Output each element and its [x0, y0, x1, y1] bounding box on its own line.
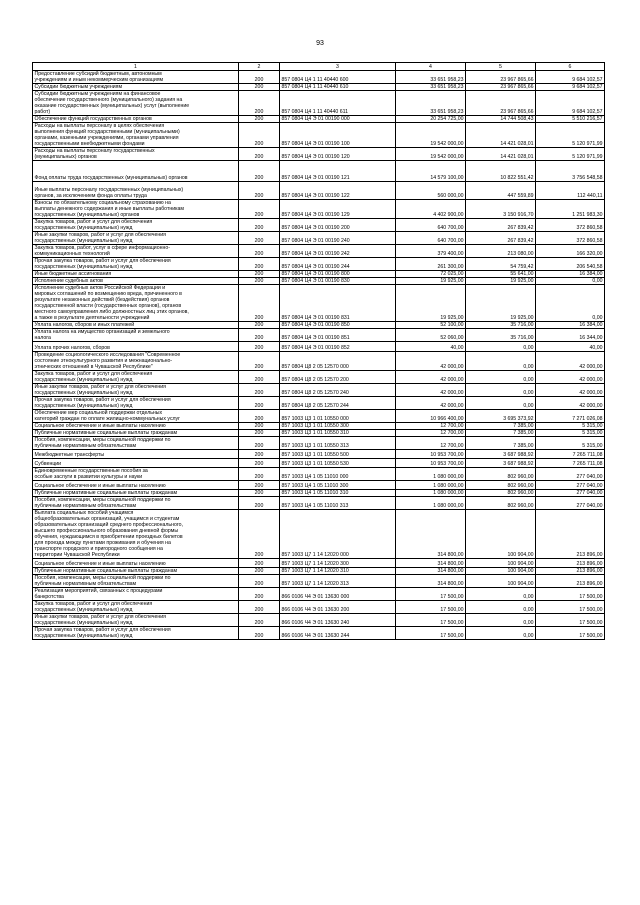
row-unexecuted-amount: 42 000,00: [536, 352, 605, 371]
row-approved-amount: 17 500,00: [396, 588, 466, 601]
table-row: [33, 510, 605, 559]
table-header-row: [33, 63, 605, 71]
column-header: 1: [33, 63, 239, 71]
row-executed-amount: 19 925,00: [466, 285, 536, 322]
row-code-line: 200: [239, 258, 280, 271]
table-row: [33, 575, 605, 588]
row-executed-amount: 100 904,00: [466, 559, 536, 568]
row-name: Публичные нормативные социальные выплаты гражданам: [33, 490, 239, 497]
row-code-line: 200: [239, 71, 280, 84]
row-name: Исполнение судебных актов: [33, 278, 239, 285]
table-row: [33, 410, 605, 423]
row-classification-code: 866 0106 Ч4 Э 01 13630 240: [280, 614, 396, 627]
row-unexecuted-amount: 7 265 711,08: [536, 450, 605, 459]
row-executed-amount: 3 695 373,92: [466, 410, 536, 423]
row-unexecuted-amount: 9 684 102,57: [536, 91, 605, 116]
row-classification-code: 857 1003 Ц4 1 05 11010 000: [280, 468, 396, 481]
table-row: [33, 371, 605, 384]
row-code-line: 200: [239, 352, 280, 371]
row-approved-amount: 640 700,00: [396, 232, 466, 245]
row-code-line: 200: [239, 123, 280, 148]
row-executed-amount: 447 559,89: [466, 182, 536, 200]
row-approved-amount: 560 000,00: [396, 182, 466, 200]
row-name: Субвенции: [33, 459, 239, 468]
row-code-line: 200: [239, 232, 280, 245]
row-approved-amount: 33 651 958,23: [396, 91, 466, 116]
row-approved-amount: 72 025,00: [396, 271, 466, 278]
row-code-line: 200: [239, 497, 280, 510]
row-executed-amount: 7 385,00: [466, 430, 536, 437]
table-row: [33, 200, 605, 219]
row-executed-amount: 54 759,42: [466, 258, 536, 271]
row-code-line: 200: [239, 371, 280, 384]
row-approved-amount: 379 400,00: [396, 245, 466, 258]
table-row: [33, 352, 605, 371]
row-code-line: 200: [239, 627, 280, 640]
table-row: [33, 91, 605, 116]
table-row: [33, 322, 605, 329]
table-row: [33, 430, 605, 437]
row-name: Межбюджетные трансферты: [33, 450, 239, 459]
row-unexecuted-amount: 40,00: [536, 342, 605, 352]
table-row: [33, 497, 605, 510]
row-unexecuted-amount: 5 315,00: [536, 430, 605, 437]
row-unexecuted-amount: 7 271 026,08: [536, 410, 605, 423]
row-name: Закупка товаров, работ и услуг для обеспечения государственных (муниципальных) нужд: [33, 371, 239, 384]
row-approved-amount: 314 800,00: [396, 575, 466, 588]
row-code-line: 200: [239, 423, 280, 430]
row-unexecuted-amount: 372 860,58: [536, 219, 605, 232]
row-executed-amount: 213 080,00: [466, 245, 536, 258]
page-number: 93: [316, 40, 324, 47]
row-approved-amount: 4 402 900,00: [396, 200, 466, 219]
row-code-line: 200: [239, 410, 280, 423]
row-code-line: 200: [239, 397, 280, 410]
row-name: Социальное обеспечение и иные выплаты населению: [33, 423, 239, 430]
row-approved-amount: 33 651 958,23: [396, 84, 466, 91]
row-code-line: 200: [239, 219, 280, 232]
row-approved-amount: 1 080 000,00: [396, 490, 466, 497]
row-name: Пособия, компенсации, меры социальной поддержки по публичным нормативным обязательствам: [33, 575, 239, 588]
row-classification-code: 866 0106 Ч4 Э 01 13630 200: [280, 601, 396, 614]
row-classification-code: 857 0804 Ц4 Э 01 00190 120: [280, 148, 396, 161]
row-code-line: 200: [239, 384, 280, 397]
row-executed-amount: 23 967 865,66: [466, 91, 536, 116]
row-unexecuted-amount: 1 251 983,30: [536, 200, 605, 219]
row-name: Закупка товаров, работ и услуг для обеспечения государственных (муниципальных) нужд: [33, 219, 239, 232]
row-unexecuted-amount: 17 500,00: [536, 627, 605, 640]
row-name: Публичные нормативные социальные выплаты гражданам: [33, 568, 239, 575]
row-name: Предоставление субсидий бюджетным, автономным учреждениям и иным некоммерческим организациям: [33, 71, 239, 84]
table-row: [33, 232, 605, 245]
table-row: [33, 285, 605, 322]
row-unexecuted-amount: 16 384,00: [536, 271, 605, 278]
row-code-line: 200: [239, 490, 280, 497]
row-name: Социальное обеспечение и иные выплаты населению: [33, 559, 239, 568]
row-name: Уплата прочих налогов, сборов: [33, 342, 239, 352]
row-approved-amount: 20 254 725,00: [396, 116, 466, 123]
row-executed-amount: 14 744 508,43: [466, 116, 536, 123]
table-row: [33, 342, 605, 352]
table-row: [33, 219, 605, 232]
table-row: [33, 559, 605, 568]
table-row: [33, 123, 605, 148]
row-approved-amount: 19 925,00: [396, 278, 466, 285]
row-executed-amount: 10 822 551,42: [466, 161, 536, 182]
row-approved-amount: 10 953 700,00: [396, 450, 466, 459]
row-executed-amount: 100 904,00: [466, 568, 536, 575]
row-name: Фонд оплаты труда государственных (муниципальных) органов: [33, 161, 239, 182]
row-code-line: 200: [239, 329, 280, 342]
row-executed-amount: 55 641,00: [466, 271, 536, 278]
row-classification-code: 857 0804 Ц8 2 05 12570 240: [280, 384, 396, 397]
row-name: Единовременные государственные пособия за особые заслуги в развитии культуры и науки: [33, 468, 239, 481]
row-code-line: 200: [239, 575, 280, 588]
row-executed-amount: 23 967 865,66: [466, 71, 536, 84]
row-code-line: 200: [239, 285, 280, 322]
row-classification-code: 857 0804 Ц4 Э 01 00190 000: [280, 116, 396, 123]
row-unexecuted-amount: 17 500,00: [536, 614, 605, 627]
row-unexecuted-amount: 9 684 102,57: [536, 71, 605, 84]
row-approved-amount: 261 300,00: [396, 258, 466, 271]
row-approved-amount: 42 000,00: [396, 371, 466, 384]
row-executed-amount: 100 904,00: [466, 575, 536, 588]
row-executed-amount: 0,00: [466, 342, 536, 352]
row-approved-amount: 40,00: [396, 342, 466, 352]
table-row: [33, 397, 605, 410]
row-name: Иные выплаты персоналу государственных (муниципальных) органов, за исключением фонда оплаты труда: [33, 182, 239, 200]
row-unexecuted-amount: 5 315,00: [536, 437, 605, 450]
row-classification-code: 857 0804 Ц8 2 05 12570 200: [280, 371, 396, 384]
table-row: [33, 84, 605, 91]
row-executed-amount: 0,00: [466, 371, 536, 384]
row-executed-amount: 802 960,00: [466, 468, 536, 481]
row-name: Выплата социальных пособий учащимся общеобразовательных организаций, учащимся и студентам образовательных организаций среднего профессионального, высшего профессионального образования дневной формы обучения, нуждающимся в приобретении проездных билетов для проезда между пунктами проживания и обучения на транспорте городского и пригородного сообщения на территории Чувашской Республики: [33, 510, 239, 559]
row-code-line: 200: [239, 271, 280, 278]
table-row: [33, 182, 605, 200]
row-classification-code: 857 0804 Ц4 Э 01 00190 851: [280, 329, 396, 342]
row-unexecuted-amount: 7 265 711,08: [536, 459, 605, 468]
row-code-line: 200: [239, 601, 280, 614]
row-classification-code: 857 0804 Ц4 Э 01 00190 129: [280, 200, 396, 219]
row-name: Прочая закупка товаров, работ и услуг для обеспечения государственных (муниципальных) нужд: [33, 397, 239, 410]
column-header: 3: [280, 63, 396, 71]
table-row: [33, 71, 605, 84]
row-unexecuted-amount: 213 896,00: [536, 559, 605, 568]
row-unexecuted-amount: 213 896,00: [536, 510, 605, 559]
row-classification-code: 857 0804 Ц4 Э 01 00190 800: [280, 271, 396, 278]
row-approved-amount: 17 500,00: [396, 627, 466, 640]
row-classification-code: 866 0106 Ч4 Э 01 13630 244: [280, 627, 396, 640]
row-unexecuted-amount: 5 120 971,99: [536, 148, 605, 161]
row-executed-amount: 0,00: [466, 352, 536, 371]
row-approved-amount: 314 800,00: [396, 559, 466, 568]
row-executed-amount: 14 421 028,01: [466, 148, 536, 161]
row-executed-amount: 3 687 988,92: [466, 450, 536, 459]
row-name: Пособия, компенсации, меры социальной поддержки по публичным нормативным обязательствам: [33, 437, 239, 450]
row-unexecuted-amount: 5 315,00: [536, 423, 605, 430]
row-classification-code: 857 0804 Ц4 Э 01 00190 122: [280, 182, 396, 200]
row-executed-amount: 0,00: [466, 627, 536, 640]
row-unexecuted-amount: 0,00: [536, 285, 605, 322]
row-name: Иные бюджетные ассигнования: [33, 271, 239, 278]
row-executed-amount: 0,00: [466, 588, 536, 601]
row-approved-amount: 314 800,00: [396, 510, 466, 559]
budget-table: [32, 62, 605, 640]
row-unexecuted-amount: 277 040,00: [536, 490, 605, 497]
row-classification-code: 857 1003 Ц3 1 01 10550 310: [280, 430, 396, 437]
row-code-line: 200: [239, 430, 280, 437]
table-row: [33, 116, 605, 123]
row-code-line: 200: [239, 84, 280, 91]
row-executed-amount: 267 839,42: [466, 219, 536, 232]
row-code-line: 200: [239, 559, 280, 568]
row-name: Иные закупки товаров, работ и услуг для обеспечения государственных (муниципальных) нужд: [33, 614, 239, 627]
row-code-line: 200: [239, 278, 280, 285]
row-code-line: 200: [239, 481, 280, 490]
row-approved-amount: 12 700,00: [396, 430, 466, 437]
row-approved-amount: 52 060,00: [396, 329, 466, 342]
row-code-line: 200: [239, 182, 280, 200]
row-unexecuted-amount: 9 684 102,57: [536, 84, 605, 91]
row-executed-amount: 7 385,00: [466, 423, 536, 430]
row-unexecuted-amount: 17 500,00: [536, 601, 605, 614]
row-name: Закупка товаров, работ и услуг для обеспечения государственных (муниципальных) нужд: [33, 601, 239, 614]
row-classification-code: 857 0804 Ц8 2 05 12570 000: [280, 352, 396, 371]
table-row: [33, 601, 605, 614]
row-unexecuted-amount: 206 540,58: [536, 258, 605, 271]
row-unexecuted-amount: 42 000,00: [536, 371, 605, 384]
row-approved-amount: 17 500,00: [396, 614, 466, 627]
row-unexecuted-amount: 213 896,00: [536, 575, 605, 588]
row-approved-amount: 42 000,00: [396, 352, 466, 371]
row-name: Субсидии бюджетным учреждениям: [33, 84, 239, 91]
row-approved-amount: 1 080 000,00: [396, 481, 466, 490]
row-classification-code: 857 0804 Ц4 Э 01 00190 852: [280, 342, 396, 352]
row-name: Уплата налогов, сборов и иных платежей: [33, 322, 239, 329]
row-classification-code: 857 0804 Ц4 Э 01 00190 121: [280, 161, 396, 182]
table-row: [33, 481, 605, 490]
row-unexecuted-amount: 277 040,00: [536, 497, 605, 510]
row-classification-code: 857 0804 Ц4 Э 01 00190 200: [280, 219, 396, 232]
row-classification-code: 857 0804 Ц4 Э 01 00190 244: [280, 258, 396, 271]
row-unexecuted-amount: 166 320,00: [536, 245, 605, 258]
row-unexecuted-amount: 5 120 971,99: [536, 123, 605, 148]
row-executed-amount: 3 150 916,70: [466, 200, 536, 219]
row-executed-amount: 0,00: [466, 384, 536, 397]
row-approved-amount: 19 542 000,00: [396, 148, 466, 161]
table-row: [33, 384, 605, 397]
row-executed-amount: 802 960,00: [466, 481, 536, 490]
table-row: [33, 490, 605, 497]
row-code-line: 200: [239, 614, 280, 627]
row-name: Обеспечение функций государственных органов: [33, 116, 239, 123]
row-executed-amount: 19 925,00: [466, 278, 536, 285]
row-executed-amount: 35 716,00: [466, 322, 536, 329]
row-approved-amount: 14 579 100,00: [396, 161, 466, 182]
column-header: 6: [536, 63, 605, 71]
row-unexecuted-amount: 16 344,00: [536, 329, 605, 342]
column-header: 4: [396, 63, 466, 71]
table-row: [33, 614, 605, 627]
row-classification-code: 857 1003 Ц7 1 14 12020 300: [280, 559, 396, 568]
row-unexecuted-amount: 372 860,58: [536, 232, 605, 245]
row-name: Публичные нормативные социальные выплаты гражданам: [33, 430, 239, 437]
row-classification-code: 857 1003 Ц4 1 05 11010 313: [280, 497, 396, 510]
row-executed-amount: 7 385,00: [466, 437, 536, 450]
row-executed-amount: 802 960,00: [466, 490, 536, 497]
row-name: Прочая закупка товаров, работ и услуг для обеспечения государственных (муниципальных) нужд: [33, 258, 239, 271]
row-name: Исполнение судебных актов Российской Федерации и мировых соглашений по возмещению вреда, причиненного в результате незаконных действий (бездействия) органов государственной власти (государственных органов), органов местного самоуправления либо должностных лиц этих органов, а также в результате деятельности учреждений: [33, 285, 239, 322]
row-classification-code: 857 0804 Ц4 1 11 40440 610: [280, 84, 396, 91]
row-classification-code: 857 0804 Ц4 Э 01 00190 242: [280, 245, 396, 258]
row-approved-amount: 42 000,00: [396, 384, 466, 397]
table-row: [33, 459, 605, 468]
row-name: Расходы на выплаты персоналу в целях обеспечения выполнения функций государственными (муниципальными) органами, казенными учреждениями, органами управления государственными внебюджетными фондами: [33, 123, 239, 148]
table-row: [33, 258, 605, 271]
row-code-line: 200: [239, 322, 280, 329]
row-unexecuted-amount: 17 500,00: [536, 588, 605, 601]
column-header: 2: [239, 63, 280, 71]
row-classification-code: 857 1003 Ц7 1 14 12020 310: [280, 568, 396, 575]
table-row: [33, 148, 605, 161]
table-row: [33, 161, 605, 182]
table-row: [33, 437, 605, 450]
row-executed-amount: 802 960,00: [466, 497, 536, 510]
row-classification-code: 857 1003 Ц3 1 01 10550 313: [280, 437, 396, 450]
row-approved-amount: 314 800,00: [396, 568, 466, 575]
row-unexecuted-amount: 0,00: [536, 278, 605, 285]
row-approved-amount: 640 700,00: [396, 219, 466, 232]
row-classification-code: 857 1003 Ц3 1 01 10550 300: [280, 423, 396, 430]
row-classification-code: 857 1003 Ц4 1 05 11010 310: [280, 490, 396, 497]
row-approved-amount: 33 651 958,23: [396, 71, 466, 84]
row-classification-code: 866 0106 Ч4 Э 01 13630 000: [280, 588, 396, 601]
table-row: [33, 245, 605, 258]
row-name: Пособия, компенсации, меры социальной поддержки по публичным нормативным обязательствам: [33, 497, 239, 510]
row-code-line: 200: [239, 342, 280, 352]
row-code-line: 200: [239, 116, 280, 123]
row-code-line: 200: [239, 437, 280, 450]
table-row: [33, 568, 605, 575]
row-classification-code: 857 0804 Ц4 Э 01 00190 240: [280, 232, 396, 245]
row-code-line: 200: [239, 568, 280, 575]
row-classification-code: 857 1003 Ц3 1 01 10550 000: [280, 410, 396, 423]
row-name: Проведение социологического исследования "Современное состояние этнокультурного развития и межнационально- этнических отношений в Чувашской Республике": [33, 352, 239, 371]
column-header: 5: [466, 63, 536, 71]
table-row: [33, 627, 605, 640]
row-approved-amount: 19 925,00: [396, 285, 466, 322]
row-unexecuted-amount: 112 440,11: [536, 182, 605, 200]
row-code-line: 200: [239, 459, 280, 468]
row-name: Иные закупки товаров, работ и услуг для обеспечения государственных (муниципальных) нужд: [33, 232, 239, 245]
row-approved-amount: 12 700,00: [396, 423, 466, 430]
row-executed-amount: 100 904,00: [466, 510, 536, 559]
row-approved-amount: 10 953 700,00: [396, 459, 466, 468]
row-code-line: 200: [239, 245, 280, 258]
row-executed-amount: 267 839,42: [466, 232, 536, 245]
row-name: Реализация мероприятий, связанных с процедурами банкротства: [33, 588, 239, 601]
row-classification-code: 857 0804 Ц4 Э 01 00190 831: [280, 285, 396, 322]
row-approved-amount: 10 966 400,00: [396, 410, 466, 423]
row-unexecuted-amount: 277 040,00: [536, 468, 605, 481]
row-classification-code: 857 0804 Ц4 1 11 40440 600: [280, 71, 396, 84]
row-name: Социальное обеспечение и иные выплаты населению: [33, 481, 239, 490]
table-row: [33, 588, 605, 601]
row-approved-amount: 1 080 000,00: [396, 468, 466, 481]
row-name: Прочая закупка товаров, работ и услуг для обеспечения государственных (муниципальных) нужд: [33, 627, 239, 640]
row-classification-code: 857 1003 Ц7 1 14 12020 313: [280, 575, 396, 588]
row-approved-amount: 12 700,00: [396, 437, 466, 450]
row-code-line: 200: [239, 450, 280, 459]
row-name: Взносы по обязательному социальному страхованию на выплаты денежного содержания и иные выплаты работникам государственных (муниципальных) органов: [33, 200, 239, 219]
row-unexecuted-amount: 5 510 216,57: [536, 116, 605, 123]
row-classification-code: 857 1003 Ц3 1 01 10550 500: [280, 450, 396, 459]
row-classification-code: 857 1003 Ц4 1 05 11010 300: [280, 481, 396, 490]
row-executed-amount: 0,00: [466, 601, 536, 614]
row-name: Иные закупки товаров, работ и услуг для обеспечения государственных (муниципальных) нужд: [33, 384, 239, 397]
row-code-line: 200: [239, 468, 280, 481]
row-unexecuted-amount: 16 384,00: [536, 322, 605, 329]
row-classification-code: 857 0804 Ц4 Э 01 00190 850: [280, 322, 396, 329]
row-approved-amount: 1 080 000,00: [396, 497, 466, 510]
row-classification-code: 857 1003 Ц3 1 01 10550 530: [280, 459, 396, 468]
row-name: Расходы на выплаты персоналу государственных (муниципальных) органов: [33, 148, 239, 161]
row-classification-code: 857 0804 Ц4 1 11 40440 611: [280, 91, 396, 116]
row-executed-amount: 0,00: [466, 397, 536, 410]
table-row: [33, 468, 605, 481]
table-row: [33, 450, 605, 459]
row-name: Уплата налога на имущество организаций и земельного налога: [33, 329, 239, 342]
table-row: [33, 423, 605, 430]
row-executed-amount: 0,00: [466, 614, 536, 627]
row-unexecuted-amount: 213 896,00: [536, 568, 605, 575]
row-unexecuted-amount: 3 756 548,58: [536, 161, 605, 182]
row-executed-amount: 3 687 988,92: [466, 459, 536, 468]
row-code-line: 200: [239, 91, 280, 116]
row-approved-amount: 19 542 000,00: [396, 123, 466, 148]
row-code-line: 200: [239, 148, 280, 161]
row-classification-code: 857 0804 Ц8 2 05 12570 244: [280, 397, 396, 410]
row-executed-amount: 14 421 028,01: [466, 123, 536, 148]
row-code-line: 200: [239, 588, 280, 601]
row-unexecuted-amount: 42 000,00: [536, 384, 605, 397]
table-row: [33, 271, 605, 278]
row-approved-amount: 42 000,00: [396, 397, 466, 410]
table-row: [33, 329, 605, 342]
row-approved-amount: 17 500,00: [396, 601, 466, 614]
row-code-line: 200: [239, 200, 280, 219]
row-executed-amount: 35 716,00: [466, 329, 536, 342]
row-approved-amount: 52 100,00: [396, 322, 466, 329]
row-classification-code: 857 1003 Ц7 1 14 12020 000: [280, 510, 396, 559]
row-name: Обеспечение мер социальной поддержки отдельных категорий граждан по оплате жилищно-коммунальных услуг: [33, 410, 239, 423]
row-name: Закупка товаров, работ, услуг в сфере информационно- коммуникационных технологий: [33, 245, 239, 258]
row-classification-code: 857 0804 Ц4 Э 01 00190 830: [280, 278, 396, 285]
row-code-line: 200: [239, 510, 280, 559]
row-code-line: 200: [239, 161, 280, 182]
row-executed-amount: 23 967 865,66: [466, 84, 536, 91]
row-name: Субсидии бюджетным учреждениям на финансовое обеспечение государственного (муниципального) задания на оказание государственных (муниципальных) услуг (выполнение работ): [33, 91, 239, 116]
row-unexecuted-amount: 277 040,00: [536, 481, 605, 490]
row-unexecuted-amount: 42 000,00: [536, 397, 605, 410]
row-classification-code: 857 0804 Ц4 Э 01 00190 100: [280, 123, 396, 148]
table-row: [33, 278, 605, 285]
